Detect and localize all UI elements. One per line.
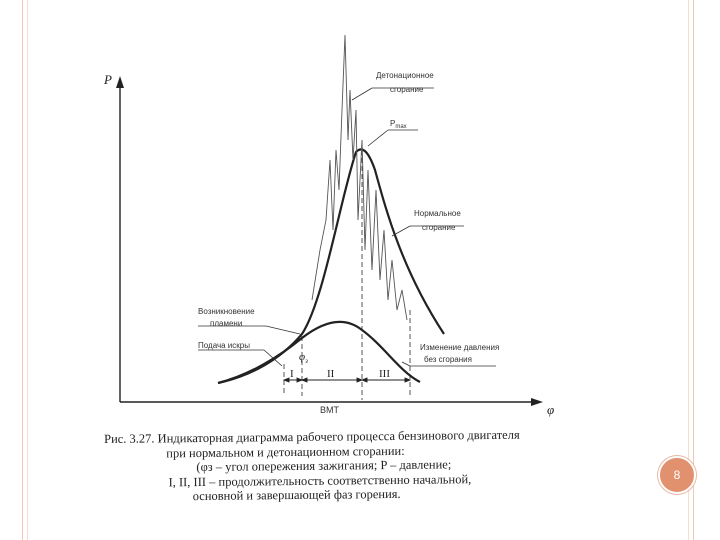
caption-line: Рис. 3.27. Индикаторная диаграмма рабочего процесса бензинового двигателя <box>104 427 520 446</box>
flame-label-line1: Возникновение <box>198 307 255 316</box>
tdc-label: ВМТ <box>320 405 339 415</box>
caption-line: (φз – угол опережения зажигания; P – давление; <box>196 457 452 475</box>
ignition-angle-label: $\varphi_з$ <box>299 351 308 365</box>
x-axis-arrow <box>531 398 543 406</box>
caption-line: I, II, III – продолжительность соответственно начальной, <box>168 471 472 489</box>
caption-line: основной и завершающей фаз горения. <box>192 486 401 504</box>
y-axis-arrow <box>116 76 124 88</box>
detonation-label-line1: Детонационное <box>376 71 434 80</box>
y-axis-label: P <box>104 72 112 87</box>
phase-ii-label: II <box>327 368 335 380</box>
pmax-label: $P_{max}$ <box>390 119 407 130</box>
page-number-badge: 8 <box>658 456 696 494</box>
normal-label-line1: Нормальное <box>414 209 461 218</box>
detonation-label-line2: сгорание <box>390 85 424 94</box>
normal-label-line2: сгорание <box>422 223 456 232</box>
caption-line: при нормальном и детонационном сгорании: <box>166 443 405 460</box>
spark-label: Подача искры <box>198 341 250 350</box>
nocomb-label-line1: Изменение давления <box>420 343 500 352</box>
phase-i-label: I <box>290 368 294 380</box>
nocomb-label-line2: без сгорания <box>424 355 472 364</box>
figure-caption <box>104 427 575 504</box>
phase-iii-label: III <box>379 368 390 380</box>
x-axis-label: φ <box>547 402 555 417</box>
flame-label-line2: пламени <box>210 319 243 328</box>
phase-arrows <box>284 378 410 382</box>
